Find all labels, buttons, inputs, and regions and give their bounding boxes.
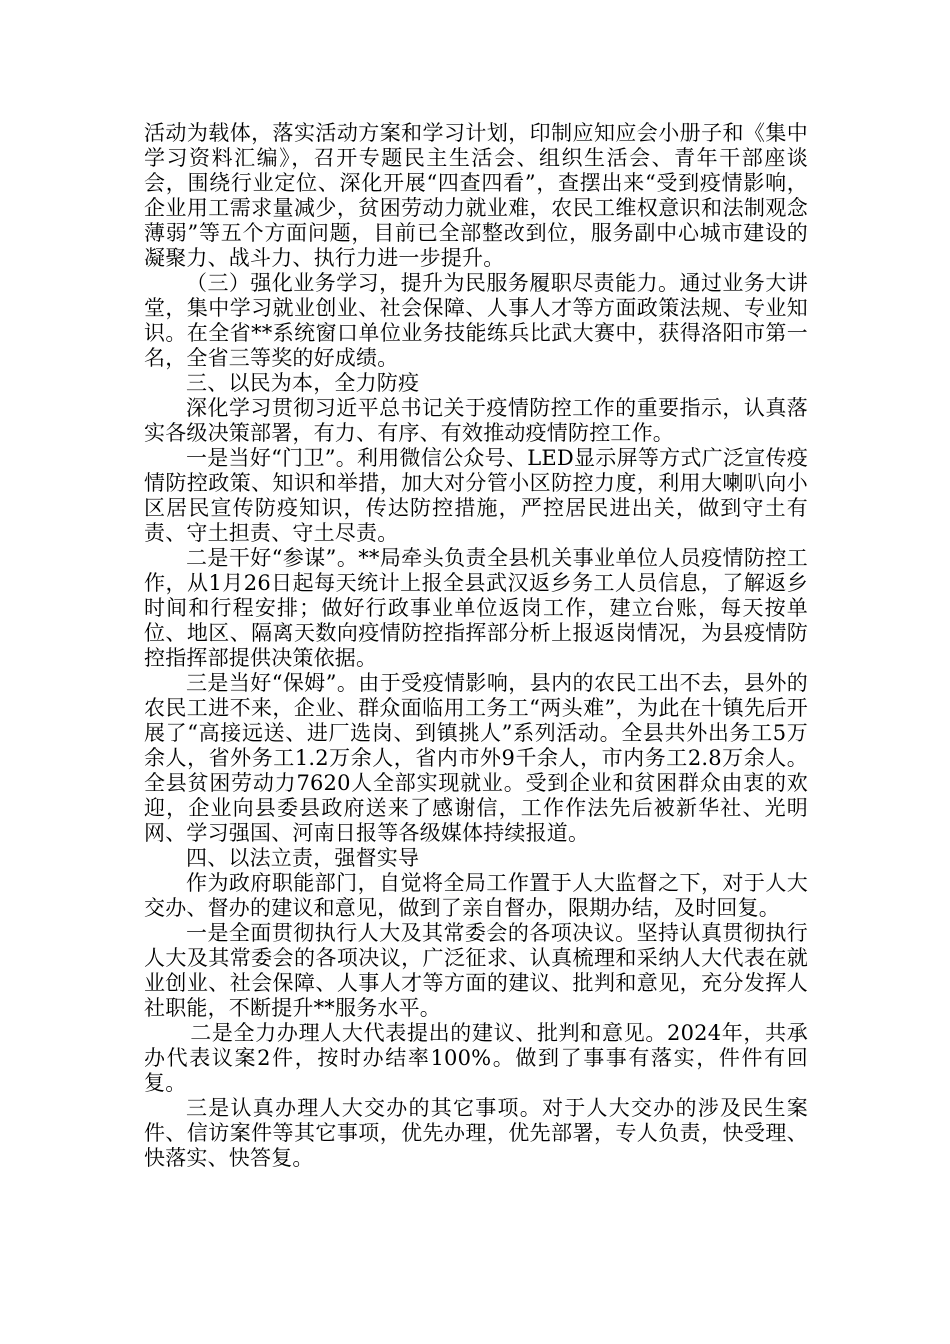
paragraph-proposals: 二是全力办理人大代表提出的建议、批判和意见。2024年，共承办代表议案2件，按时办结率100%。做到了事事有落实，件件有回复。 <box>144 1021 808 1095</box>
paragraph-business-study: （三）强化业务学习，提升为民服务履职尽责能力。通过业务大讲堂，集中学习就业创业、社会保障、人事人才等方面政策法规、专业知识。在全省**系统窗口单位业务技能练兵比武大赛中，获得洛阳市第一名，全省三等奖的好成绩。 <box>144 271 808 370</box>
paragraph-advisor: 二是干好“参谋”。**局牵头负责全县机关事业单位人员疫情防控工作，从1月26日起每天统计上报全县武汉返乡务工人员信息，了解返乡时间和行程安排；做好行政事业单位返岗工作，建立台账，每天按单位、地区、隔离天数向疫情防控指挥部分析上报返岗情况，为县疫情防控指挥部提供决策依据。 <box>144 546 808 670</box>
paragraph-continuation: 活动为载体，落实活动方案和学习计划，印制应知应会小册子和《集中学习资料汇编》，召开专题民主生活会、组织生活会、青年干部座谈会，围绕行业定位、深化开展“四查四看”，查摆出来“受到疫情影响，企业用工需求量减少，贫困劳动力就业难，农民工维权意识和法制观念薄弱”等五个方面问题，目前已全部整改到位，服务副中心城市建设的凝聚力、战斗力、执行力进一步提升。 <box>144 121 808 270</box>
paragraph-other-matters: 三是认真办理人大交办的其它事项。对于人大交办的涉及民生案件、信访案件等其它事项，优先办理，优先部署，专人负责，快受理、快落实、快答复。 <box>144 1096 808 1170</box>
document-body <box>144 121 808 1171</box>
paragraph-law-intro: 作为政府职能部门，自觉将全局工作置于人大监督之下，对于人大交办、督办的建议和意见，做到了亲自督办，限期办结，及时回复。 <box>144 871 808 920</box>
paragraph-nanny: 三是当好“保姆”。由于受疫情影响，县内的农民工出不去，县外的农民工进不来，企业、群众面临用工务工“两头难”，为此在十镇先后开展了“高接远送、进厂选岗、到镇挑人”系列活动。全县共外出务工5万余人，省外务工1.2万余人，省内市外9千余人，市内务工2.8万余人。全县贫困劳动力7620人全部实现就业。受到企业和贫困群众由衷的欢迎，企业向县委县政府送来了感谢信，工作作法先后被新华社、光明网、学习强国、河南日报等各级媒体持续报道。 <box>144 671 808 845</box>
section-heading-epidemic: 三、以民为本，全力防疫 <box>186 371 420 395</box>
paragraph-epidemic-intro: 深化学习贯彻习近平总书记关于疫情防控工作的重要指示，认真落实各级决策部署，有力、有序、有效推动疫情防控工作。 <box>144 396 808 445</box>
section-heading-law: 四、以法立责，强督实导 <box>186 846 420 870</box>
paragraph-resolutions: 一是全面贯彻执行人大及其常委会的各项决议。坚持认真贯彻执行人大及其常委会的各项决议，广泛征求、认真梳理和采纳人大代表在就业创业、社会保障、人事人才等方面的建议、批判和意见，充分发挥人社职能，不断提升**服务水平。 <box>144 921 808 1020</box>
paragraph-guard: 一是当好“门卫”。利用微信公众号、LED显示屏等方式广泛宣传疫情防控政策、知识和举措，加大对分管小区防控力度，利用大喇叭向小区居民宣传防疫知识，传达防控措施，严控居民进出关，做到守土有责、守土担责、守土尽责。 <box>144 446 808 545</box>
